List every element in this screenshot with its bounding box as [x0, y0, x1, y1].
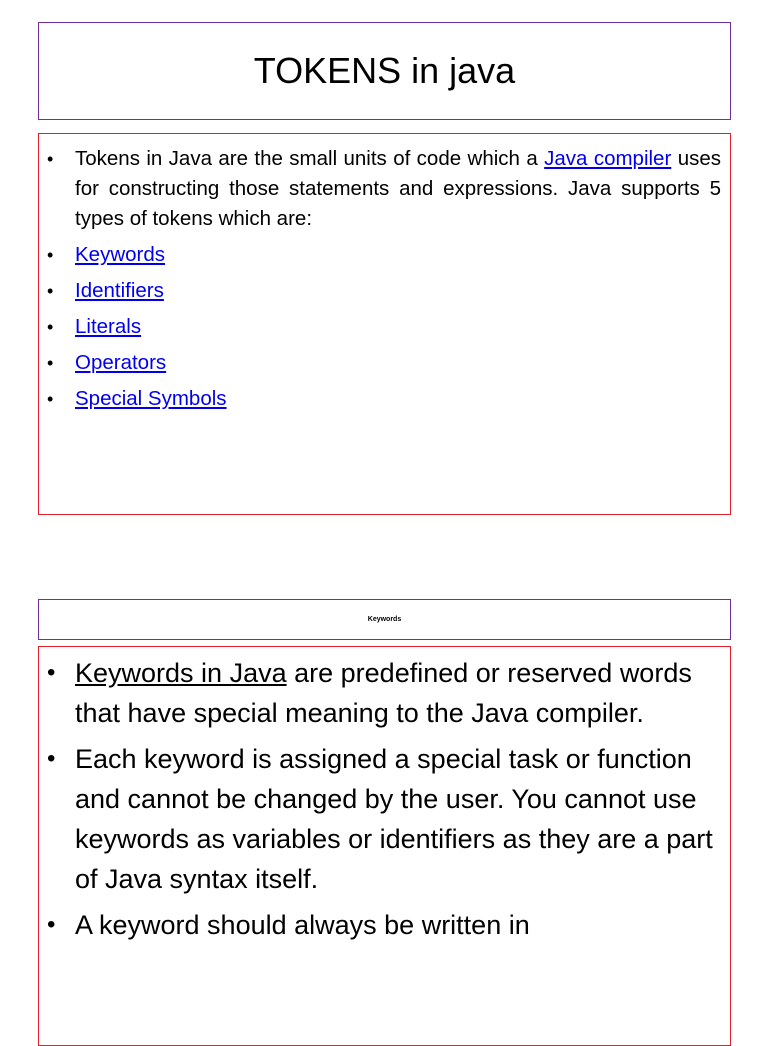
list-item: [47, 276, 721, 306]
slide2-content-box: [38, 646, 731, 1046]
bullet-icon: •: [47, 353, 54, 373]
list-item: [47, 384, 721, 414]
list-item: [47, 144, 721, 234]
slide1-content-box: [38, 133, 731, 515]
bullet-icon: •: [47, 317, 54, 337]
bullet1-rest-text: are predefined or reserved words that have special meaning to the Java compiler.: [75, 658, 692, 728]
list-item: [47, 653, 721, 733]
bullet3-text: A keyword should always be written in: [75, 910, 530, 940]
slide1-title: TOKENS in java: [253, 50, 516, 91]
operators-link[interactable]: Operators: [75, 351, 167, 374]
slide1-title-box: [38, 22, 731, 120]
slide2-title-box: [38, 599, 731, 640]
intro-text-after: uses for constructing those statements and expressions. Java supports 5 types of tokens which are:: [75, 147, 721, 230]
bullet-icon: •: [47, 389, 54, 409]
special-symbols-link[interactable]: Special Symbols: [75, 387, 227, 410]
bullet-icon: •: [47, 659, 56, 686]
keywords-in-java-text: Keywords in Java: [75, 658, 287, 688]
identifiers-link[interactable]: Identifiers: [75, 279, 164, 302]
bullet-icon: •: [47, 745, 56, 772]
list-item: [47, 312, 721, 342]
bullet2-text: Each keyword is assigned a special task or function and cannot be changed by the user. You cannot use keywords as variables or identifiers as they are a part of Java syntax itself.: [75, 744, 713, 894]
slide2-bullet-list: [47, 653, 721, 951]
java-compiler-link[interactable]: Java compiler: [544, 147, 672, 170]
bullet-icon: •: [47, 245, 54, 265]
slide1-bullet-list: [47, 144, 721, 420]
bullet-icon: •: [47, 281, 54, 301]
list-item: [47, 240, 721, 270]
literals-link[interactable]: Literals: [75, 315, 142, 338]
keywords-link[interactable]: Keywords: [75, 243, 166, 266]
slide2-title: Keywords: [367, 616, 402, 623]
list-item: [47, 348, 721, 378]
list-item: [47, 739, 721, 899]
intro-text-before: Tokens in Java are the small units of code which a: [75, 147, 538, 170]
bullet-icon: •: [47, 149, 54, 169]
list-item: [47, 905, 721, 945]
bullet-icon: •: [47, 911, 56, 938]
